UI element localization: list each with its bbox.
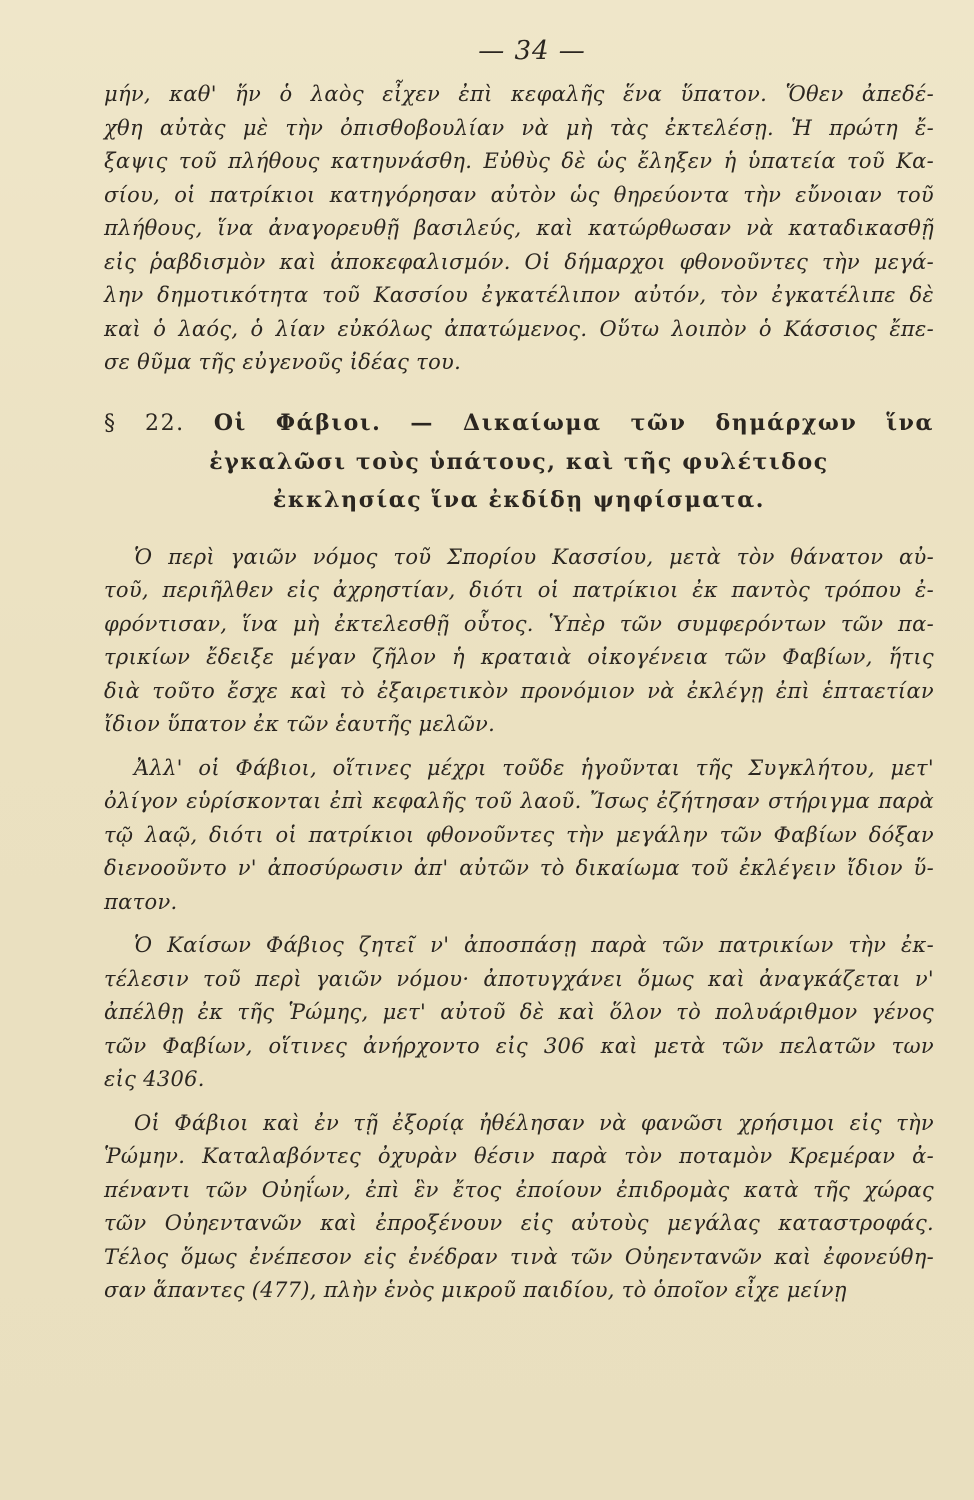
text-line: ἴδιον ὕπατον ἐκ τῶν ἑαυτῆς μελῶν. [104, 712, 496, 736]
text-line: διενοοῦντο ν' ἀποσύρωσιν ἀπ' αὐτῶν τὸ δικαίωμα τοῦ ἐκλέγειν ἴδιον ὕ- [104, 856, 934, 880]
text-line: πλήθους, ἵνα ἀναγορευθῇ βασιλεύς, καὶ κατώρθωσαν νὰ καταδικασθῇ [104, 216, 934, 240]
heading-line-1 [104, 404, 934, 443]
text-line: εἰς 4306. [104, 1067, 205, 1091]
section-heading [104, 404, 934, 519]
text-line: λην δημοτικότητα τοῦ Κασσίου ἐγκατέλιπον αὐτόν, τὸν ἐγκατέλιπε δὲ [104, 283, 934, 307]
heading-line-3: ἐκκλησίας ἵνα ἐκδίδῃ ψηφίσματα. [272, 486, 766, 513]
text-line: σίου, οἱ πατρίκιοι κατηγόρησαν αὐτὸν ὡς θηρεύοντα τὴν εὔνοιαν τοῦ [104, 182, 934, 207]
text-line: καὶ ὁ λαός, ὁ λίαν εὐκόλως ἀπατώμενος. Οὕτω λοιπὸν ὁ Κάσσιος ἔπε- [104, 316, 934, 341]
text-line: Τέλος ὅμως ἐνέπεσον εἰς ἐνέδραν τινὰ τῶν Οὐηενταvῶν καὶ ἐφονεύθη- [104, 1244, 934, 1269]
text-line: ξαψις τοῦ πλήθους κατηυνάσθη. Εὐθὺς δὲ ὡς ἔληξεν ἡ ὑπατεία τοῦ Κα- [104, 149, 934, 173]
heading-line-2: ἐγκαλῶσι τοὺς ὑπάτους, καὶ τῆς φυλέτιδος [209, 448, 829, 475]
text-line: τοῦ, περιῆλθεν εἰς ἀχρηστίαν, διότι οἱ πατρίκιοι ἐκ παντὸς τρόπου ἐ- [104, 578, 934, 602]
text-line: χθη αὐτὰς μὲ τὴν ὀπισθοβουλίαν νὰ μὴ τὰς ἐκτελέσῃ. Ἡ πρώτη ἔ- [104, 115, 934, 140]
text-line: μήν, καθ' ἥν ὁ λαὸς εἶχεν ἐπὶ κεφαλῆς ἕνα ὕπατον. Ὅθεν ἀπεδέ- [104, 82, 934, 106]
text-line: τῷ λαῷ, διότι οἱ πατρίκιοι φθονοῦντες τὴν μεγάλην τῶν Φαβίων δόξαν [104, 822, 934, 847]
text-line: σαν ἅπαντες (477), πλὴν ἑνὸς μικροῦ παιδίου, τὸ ὁποῖον εἶχε μείνῃ [104, 1278, 847, 1302]
section-mark: § 22. [104, 410, 185, 436]
text-line: εἰς ῥαβδισμὸν καὶ ἀποκεφαλισμόν. Οἱ δήμαρχοι φθονοῦντες τὴν μεγά- [104, 249, 934, 274]
paragraphs-before [104, 78, 934, 380]
text-line: τρικίων ἔδειξε μέγαν ζῆλον ἡ κραταιὰ οἰκογένεια τῶν Φαβίων, ἥτις [104, 645, 934, 669]
text-line: φρόντισαν, ἵνα μὴ ἐκτελεσθῇ οὗτος. Ὑπὲρ τῶν συμφερόντων τῶν πα- [104, 611, 934, 636]
text-line: τῶν Φαβίων, οἵτινες ἀνήρχοντο εἰς 306 καὶ μετὰ τῶν πελατῶν των [104, 1033, 934, 1058]
text-line: τῶν Οὐηενταvῶν καὶ ἐπροξένουν εἰς αὐτοὺς μεγάλας καταστροφάς. [104, 1211, 934, 1235]
text-line: Ἀλλ' οἱ Φάβιοι, οἵτινες μέχρι τοῦδε ἡγοῦνται τῆς Συγκλήτου, μετ' [134, 755, 934, 780]
heading-title-1: Οἱ Φάβιοι. — Δικαίωμα τῶν δημάρχων ἵνα [213, 409, 934, 436]
text-line: τέλεσιν τοῦ περὶ γαιῶν νόμου· ἀποτυγχάνει ὅμως καὶ ἀναγκάζεται ν' [104, 966, 934, 991]
paragraph [104, 929, 934, 1097]
text-line: Οἱ Φάβιοι καὶ ἐν τῇ ἐξορίᾳ ἠθέλησαν νὰ φανῶσι χρήσιμοι εἰς τὴν [134, 1110, 934, 1135]
text-line: Ὁ Καίσων Φάβιος ζητεῖ ν' ἀποσπάσῃ παρὰ τῶν πατρικίων τὴν ἐκ- [134, 933, 934, 957]
page-number: — 34 — [478, 36, 586, 66]
text-line: σε θῦμα τῆς εὐγενοῦς ἰδέας του. [104, 350, 462, 374]
paragraph [104, 752, 934, 920]
paragraph [104, 1107, 934, 1308]
paragraphs-after [104, 541, 934, 1308]
text-line: διὰ τοῦτο ἔσχε καὶ τὸ ἐξαιρετικὸν προνόμιον νὰ ἐκλέγῃ ἐπὶ ἑπταετίαν [104, 678, 934, 703]
body-text [104, 78, 934, 1318]
text-line: ἀπέλθῃ ἐκ τῆς Ῥώμης, μετ' αὐτοῦ δὲ καὶ ὅλον τὸ πολυάριθμον γένος [104, 1000, 934, 1024]
text-line: πέναντι τῶν Οὐηΐων, ἐπὶ ἓν ἔτος ἐποίουν ἐπιδρομὰς κατὰ τῆς χώρας [104, 1177, 934, 1202]
text-line: Ὁ περὶ γαιῶν νόμος τοῦ Σπορίου Κασσίου, μετὰ τὸν θάνατον αὐ- [134, 544, 934, 569]
paragraph [104, 78, 934, 380]
paragraph [104, 541, 934, 742]
text-line: Ῥώμην. Καταλαβόντες ὀχυρὰν θέσιν παρὰ τὸν ποταμὸν Κρεμέραν ἀ- [104, 1144, 934, 1168]
text-line: ὀλίγον εὑρίσκονται ἐπὶ κεφαλῆς τοῦ λαοῦ. Ἴσως ἐζήτησαν στήριγμα παρὰ [104, 789, 934, 813]
text-line: πατον. [104, 889, 178, 914]
